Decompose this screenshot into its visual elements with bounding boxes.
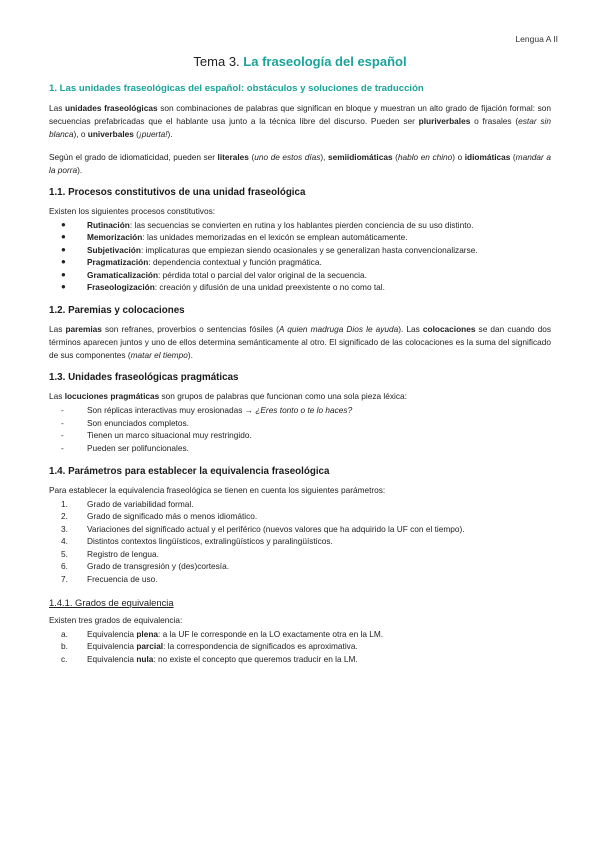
text: Equivalencia [87, 628, 137, 639]
running-head: Lengua A II [515, 34, 558, 44]
item-term: Fraseologización [87, 282, 155, 293]
text: Equivalencia [87, 641, 137, 652]
bullet-icon: ● [61, 220, 66, 229]
item-text: Son réplicas interactivas muy erosionadas → [87, 405, 256, 416]
list-item [49, 510, 551, 522]
process-list [49, 219, 551, 293]
list-item [49, 535, 551, 547]
item-text: Variaciones del significado actual y el periférico (nuevos valores que ha adquirido la UF con el tiempo). [87, 523, 465, 534]
text: ). Las [398, 324, 423, 335]
term-plena: plena [136, 628, 159, 639]
bullet-icon: ● [61, 282, 66, 292]
text: son refranes, proverbios o sentencias fósiles ( [101, 324, 279, 335]
text: Las [49, 103, 66, 113]
example: uno de estos días [254, 152, 321, 162]
item-text: Grado de transgresión y (des)cortesía. [87, 561, 230, 572]
text: ). [187, 350, 193, 361]
dash-marker: - [61, 442, 64, 453]
list-item [49, 404, 551, 416]
number-marker: 6. [61, 561, 68, 572]
item-desc: : implicaturas que empiezan siendo ocasionales y se generalizan hasta convencionalizarse. [140, 244, 478, 255]
example: ¿Eres tonto o te lo haces? [255, 405, 353, 416]
dash-marker: - [61, 417, 64, 428]
example: A quien madruga Dios le ayuda [278, 324, 399, 335]
text: ( [133, 129, 139, 139]
term-univerbales: univerbales [87, 129, 134, 139]
list-item [49, 219, 551, 231]
text: son grupos de palabras que funcionan como una sola pieza léxica: [159, 391, 407, 402]
list-item [49, 498, 551, 510]
item-text: Grado de significado más o menos idiomático. [87, 511, 258, 522]
term-parcial: parcial [136, 641, 164, 652]
item-desc: : las unidades memorizadas en el lexicón se emplean automáticamente. [142, 232, 408, 243]
item-text: Tienen un marco situacional muy restringido. [87, 430, 252, 441]
text: ) o [452, 152, 465, 162]
item-term: Gramaticalización [87, 269, 159, 280]
example: hablo en chino [397, 152, 453, 162]
text: : a la UF le corresponde en la LO exactamente otra en la LM. [158, 628, 384, 639]
bullet-icon: ● [61, 232, 66, 242]
list-item [49, 442, 551, 454]
example: estar sin blanca [49, 116, 551, 139]
text: Equivalencia [87, 653, 137, 664]
bullet-icon: ● [61, 257, 66, 267]
list-item [49, 548, 551, 560]
example: mandar a la porra [49, 152, 551, 175]
text: ), o [73, 129, 88, 139]
title-accent: La fraseología del español [243, 54, 407, 69]
text: se dan cuando dos términos aparecen juntos y uno de ellos determina semánticamente al otro. El significado de las colocaciones es la suma del significado de sus componentes ( [49, 324, 552, 361]
section-1-3-intro [49, 390, 551, 403]
section-1-4-1-heading: 1.4.1. Grados de equivalencia [49, 596, 174, 608]
item-text: Pueden ser polifuncionales. [87, 442, 189, 453]
term-semiidiomaticas: semiidiomáticas [328, 152, 393, 162]
section-1-4-heading: 1.4. Parámetros para establecer la equivalencia fraseológica [49, 466, 330, 478]
number-marker: 7. [61, 573, 68, 584]
equivalence-list [49, 628, 551, 665]
text: son combinaciones de palabras que significan en bloque y muestran un alto grado de fijación formal: son secuencias prefabricadas que el hablante usa junto a la técnica libre del discurso. Pueden ser [49, 103, 552, 126]
item-text: Frecuencia de uso. [87, 573, 158, 584]
section-1-4-intro: Para establecer la equivalencia fraseológica se tienen en cuenta los siguientes parámetros: [49, 485, 386, 496]
term-locuciones-pragmaticas: locuciones pragmáticas [64, 391, 160, 402]
item-text: Grado de variabilidad formal. [87, 499, 194, 510]
list-item [49, 628, 551, 640]
section-1-1-intro: Existen los siguientes procesos constitutivos: [49, 206, 216, 216]
example: ¡puerta! [138, 129, 168, 139]
list-item [49, 523, 551, 535]
list-item [49, 417, 551, 429]
item-term: Rutinación [87, 220, 130, 230]
title-prefix: Tema 3. [193, 54, 240, 69]
list-item [49, 640, 551, 652]
letter-marker: b. [61, 641, 68, 652]
letter-marker: c. [61, 653, 68, 664]
number-marker: 1. [61, 499, 68, 510]
text: ( [248, 152, 255, 162]
item-text: Son enunciados completos. [87, 417, 189, 428]
list-item [49, 560, 551, 572]
section-1-2-heading: 1.2. Paremias y colocaciones [49, 305, 185, 317]
item-term: Memorización [87, 232, 143, 243]
term-unidades-fraseologicas: unidades fraseológicas [65, 103, 158, 113]
number-marker: 2. [61, 511, 68, 522]
item-term: Subjetivación [87, 244, 141, 255]
number-marker: 5. [61, 548, 68, 559]
term-pluriverbales: pluriverbales [418, 116, 471, 126]
term-paremias: paremias [65, 324, 102, 335]
item-desc: : creación y difusión de una unidad preexistente o no como tal. [154, 282, 385, 293]
text: : la correspondencia de significados es aproximativa. [163, 641, 358, 652]
section-1-heading: 1. Las unidades fraseológicas del español: obstáculos y soluciones de traducción [49, 83, 424, 94]
text: ( [392, 152, 398, 162]
text: ). [77, 165, 83, 175]
text: : no existe el concepto que queremos traducir en la LM. [153, 653, 358, 664]
term-colocaciones: colocaciones [422, 324, 476, 335]
dash-marker: - [61, 405, 64, 416]
item-desc: : pérdida total o parcial del valor original de la secuencia. [158, 269, 367, 280]
list-item [49, 573, 551, 585]
pragmatic-list [49, 404, 551, 454]
term-nula: nula [136, 653, 154, 664]
term-literales: literales [217, 152, 249, 162]
text: o frasales ( [470, 116, 519, 126]
item-text: Registro de lengua. [87, 548, 159, 559]
list-item [49, 281, 551, 293]
text: ). [167, 129, 173, 139]
number-marker: 3. [61, 523, 68, 534]
text: Las [49, 391, 65, 402]
text: ( [510, 152, 516, 162]
section-1-paragraph-1 [49, 102, 551, 141]
item-term: Pragmatización [87, 257, 149, 268]
dash-marker: - [61, 430, 64, 441]
number-marker: 4. [61, 536, 68, 547]
item-desc: : las secuencias se convierten en rutina y los hablantes pierden conciencia de su uso distinto. [129, 220, 474, 230]
list-item [49, 231, 551, 243]
text: Según el grado de idiomaticidad, pueden ser [49, 152, 218, 162]
letter-marker: a. [61, 628, 68, 639]
term-idiomaticas: idiomáticas [464, 152, 511, 162]
list-item [49, 244, 551, 256]
list-item [49, 429, 551, 441]
section-1-paragraph-2 [49, 151, 551, 177]
section-1-4-1-intro: Existen tres grados de equivalencia: [49, 614, 183, 625]
item-desc: : dependencia contextual y función pragmática. [148, 257, 322, 268]
example: matar el tiempo [130, 350, 188, 361]
bullet-icon: ● [61, 244, 66, 254]
section-1-3-heading: 1.3. Unidades fraseológicas pragmáticas [49, 372, 239, 384]
text: ), [320, 152, 328, 162]
section-1-2-paragraph [49, 323, 551, 362]
parameter-list [49, 498, 551, 585]
item-text: Distintos contextos lingüísticos, extralingüísticos y paralingüísticos. [87, 536, 333, 547]
text: Las [49, 324, 66, 335]
section-1-1-heading: 1.1. Procesos constitutivos de una unidad fraseológica [49, 187, 306, 198]
list-item [49, 256, 551, 268]
bullet-icon: ● [61, 269, 66, 279]
list-item [49, 653, 551, 665]
list-item [49, 269, 551, 281]
page-title [49, 54, 551, 69]
